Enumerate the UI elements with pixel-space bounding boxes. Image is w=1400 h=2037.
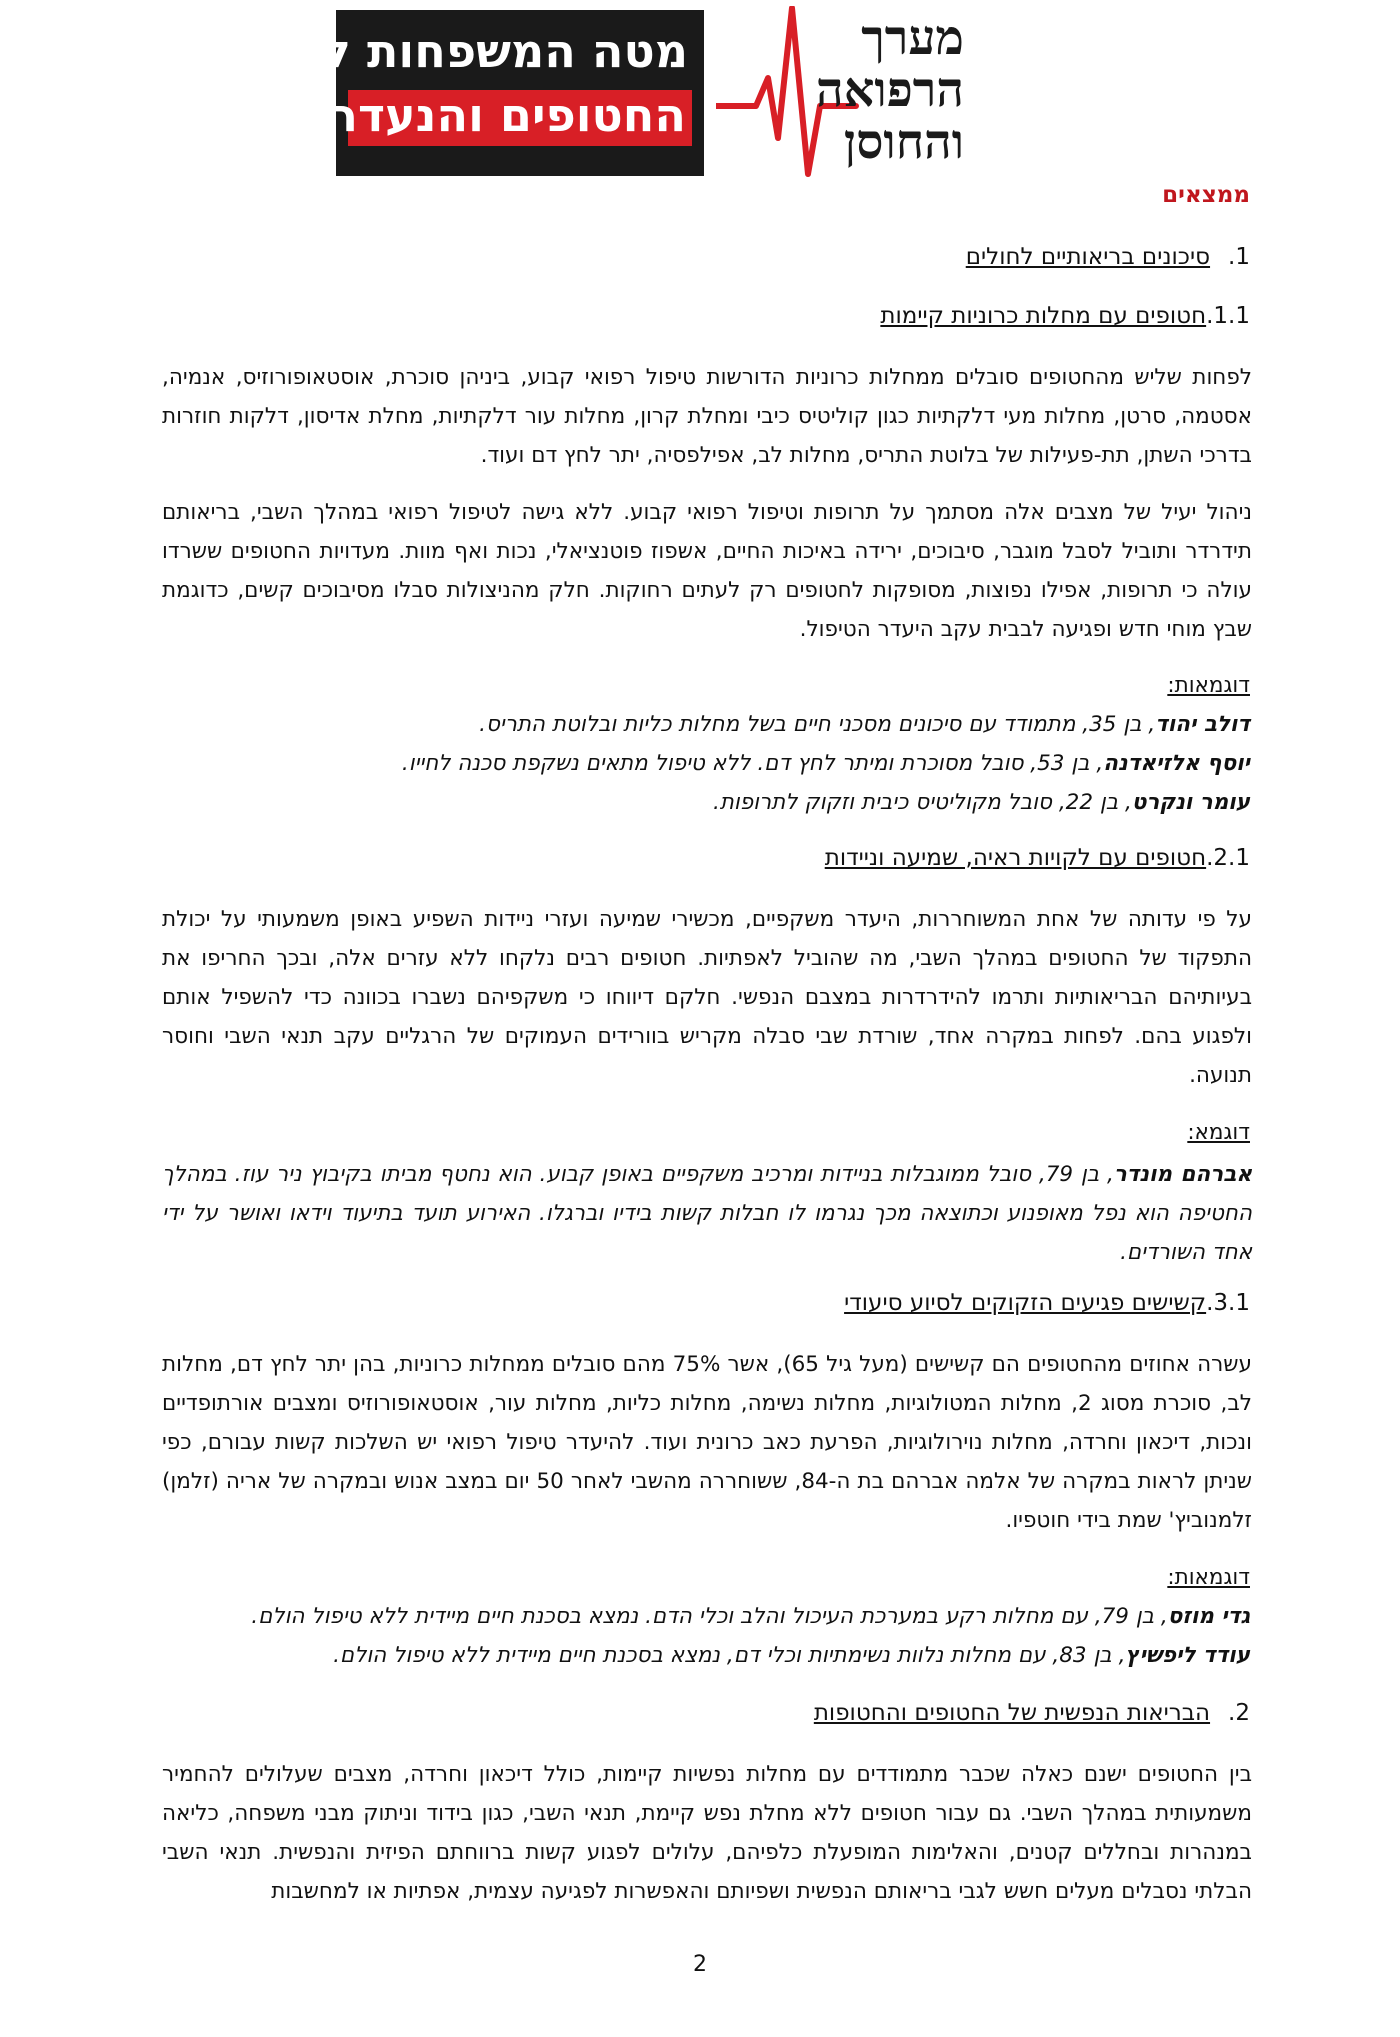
task-force-logo bbox=[182, 10, 704, 176]
section-2-1-heading bbox=[825, 845, 1250, 871]
example-text: , בן 53, סובל מסוכרת ומיתר לחץ דם. ללא טיפול מתאים נשקפת סכנה לחייו. bbox=[401, 751, 1104, 776]
section-title: חטופים עם לקויות ראיה, שמיעה וניידות bbox=[824, 845, 1207, 871]
section-title: סיכונים בריאותיים לחולים bbox=[965, 244, 1211, 270]
medical-logo-line3: והחוסן bbox=[843, 114, 964, 170]
examples-label: דוגמאות: bbox=[1167, 673, 1250, 698]
section-title: חטופים עם מחלות כרוניות קיימות bbox=[880, 303, 1207, 329]
example-item bbox=[251, 1604, 1250, 1629]
section-1-heading bbox=[966, 244, 1250, 270]
task-force-logo-line1: מטה המשפחות להחזרת bbox=[182, 24, 688, 78]
section-number: 1. bbox=[1228, 244, 1250, 270]
section-1-1-heading bbox=[880, 303, 1250, 329]
medical-logo-line1: מערך bbox=[861, 10, 964, 66]
header-logos bbox=[182, 6, 972, 182]
paragraph-chronic-management: ניהול יעיל של מצבים אלה מסתמך על תרופות וטיפול רפואי קבוע. ללא גישה לטיפול רפואי במהלך השבי, בריאותם תידרדר ותוביל לסבל מוגבר, סיבוכים, ירידה באיכות החיים, אשפוז פוטנציאלי, נכות ואף מוות. מעדויות החטופים ששרדו עולה כי תרופות, אפילו נפוצות, מסופקות לחטופים רק לעתים רחוקות. חלק מהניצולות סבלו מסיבוכים קשים, כדוגמת שבץ מוחי חדש ופגיעה לבבית עקב היעדר הטיפול. bbox=[162, 500, 1252, 642]
example-item bbox=[162, 1155, 1252, 1272]
medical-resilience-logo bbox=[716, 6, 972, 182]
paragraph-aids: על פי עדותה של אחת המשוחררות, היעדר משקפיים, מכשירי שמיעה ועזרי ניידות השפיע באופן משמעותי על יכולת התפקוד של החטופים במהלך השבי, מה שהוביל לאפתיות. חטופים רבים נלקחו ללא עזרים אלה, ובכך החריפו את בעיותיהם הבריאותיות ותרמו להידרדרות במצבם הנפשי. חלקם דיווחו כי משקפיהם נשברו בכוונה כדי להשפיל אותם ולפגוע בהם. לפחות במקרה אחד, שורדת שבי סבלה מקריש בוורידים העמוקים של הרגליים עקב תנאי השבי וחוסר תנועה. bbox=[162, 907, 1252, 1088]
example-item bbox=[479, 712, 1250, 737]
example-name: גדי מוזס bbox=[1167, 1604, 1250, 1629]
example-name: עומר ונקרט bbox=[1131, 790, 1250, 815]
medical-logo-text bbox=[816, 12, 964, 168]
page-number: 2 bbox=[693, 1952, 707, 1977]
section-number: 2.1. bbox=[1206, 845, 1250, 871]
example-text: , בן 22, סובל מקוליטיס כיבית וזקוק לתרופות. bbox=[712, 790, 1132, 815]
example-item bbox=[402, 751, 1250, 776]
task-force-logo-line2: החטופים והנעדרים bbox=[284, 88, 686, 142]
example-text: , בן 79, סובל ממוגבלות בניידות ומרכיב משקפיים באופן קבוע. הוא נחטף מביתו בקיבוץ ניר עוז. במהלך החטיפה הוא נפל מאופנוע וכתוצאה מכך נגרמו לו חבלות קשות בידיו וברגלו. האירוע תועד בתיעוד וידאו ואושר על ידי אחד השורדים. bbox=[162, 1162, 1252, 1265]
example-item bbox=[333, 1643, 1250, 1668]
medical-logo-line2: הרפואה bbox=[815, 62, 964, 118]
example-text: , בן 79, עם מחלות רקע במערכת העיכול והלב וכלי הדם. נמצא בסכנת חיים מיידית ללא טיפול הולם. bbox=[251, 1604, 1168, 1629]
paragraph-elderly: עשרה אחוזים מהחטופים הם קשישים (מעל גיל 65), אשר 75% מהם סובלים ממחלות כרוניות, בהן יתר לחץ דם, מחלות לב, סוכרת מסוג 2, מחלות המטולוגיות, מחלות נשימה, מחלות כליות, מחלות עור, אוסטאופורוזיס ומצבים אורתופדיים ונכות, דיכאון וחרדה, מחלות נוירולוגיות, הפרעת כאב כרונית ועוד. להיעדר טיפול רפואי יש השלכות קשות עבורם, כפי שניתן לראות במקרה של אלמה אברהם בת ה-84, ששוחררה מהשבי לאחר 50 יום במצב אנוש ובמקרה של אריה (זלמן) זלמנוביץ' שמת בידי חוטפיו. bbox=[162, 1352, 1252, 1533]
example-text: , בן 83, עם מחלות נלוות נשימתיות וכלי דם, נמצא בסכנת חיים מיידית ללא טיפול הולם. bbox=[333, 1643, 1126, 1668]
example-label: דוגמא: bbox=[1187, 1120, 1250, 1145]
example-item bbox=[713, 790, 1250, 815]
section-number: 2. bbox=[1228, 1700, 1250, 1726]
example-name: עודד ליפשיץ bbox=[1125, 1643, 1250, 1668]
section-number: 1.1. bbox=[1206, 303, 1250, 329]
paragraph-chronic-diseases: לפחות שליש מהחטופים סובלים ממחלות כרוניות הדורשות טיפול רפואי קבוע, ביניהן סוכרת, אוסטאופורוזיס, אנמיה, אסטמה, סרטן, מחלות מעי דלקתיות כגון קוליטיס כיבי ומחלת קרון, מחלות עור דלקתיות, מחלת אדיסון, דלקות חוזרות בדרכי השתן, תת-פעילות של בלוטת התריס, מחלות לב, אפילפסיה, יתר לחץ דם ועוד. bbox=[162, 365, 1252, 468]
section-title: קשישים פגיעים הזקוקים לסיוע סיעודי bbox=[844, 1290, 1207, 1316]
section-2-heading bbox=[814, 1700, 1250, 1726]
section-title: הבריאות הנפשית של החטופים והחטופות bbox=[813, 1700, 1211, 1726]
example-name: יוסף אלזיאדנה bbox=[1103, 751, 1250, 776]
section-number: 3.1. bbox=[1206, 1290, 1250, 1316]
example-text: , בן 35, מתמודד עם סיכונים מסכני חיים בשל מחלות כליות ובלוטת התריס. bbox=[479, 712, 1156, 737]
example-name: דולב יהוד bbox=[1155, 712, 1250, 737]
paragraph-mental-health: בין החטופים ישנם כאלה שכבר מתמודדים עם מחלות נפשיות קיימות, כולל דיכאון וחרדה, מצבים שעלולים להחמיר משמעותית במהלך השבי. גם עבור חטופים ללא מחלת נפש קיימת, תנאי השבי, כגון בידוד וניתוק מבני משפחה, כליאה במנהרות ובחללים קטנים, והאלימות המופעלת כלפיהם, עלולים לפגוע קשות ברווחתם הפיזית והנפשית. תנאי השבי הבלתי נסבלים מעלים חשש לגבי בריאותם הנפשית ושפיותם והאפשרות לפגיעה עצמית, אפתיות או למחשבות bbox=[162, 1762, 1252, 1904]
example-name: אברהם מונדר bbox=[1113, 1162, 1252, 1187]
findings-heading: ממצאים bbox=[1162, 182, 1250, 208]
section-3-1-heading bbox=[844, 1290, 1250, 1316]
examples-label: דוגמאות: bbox=[1167, 1565, 1250, 1590]
